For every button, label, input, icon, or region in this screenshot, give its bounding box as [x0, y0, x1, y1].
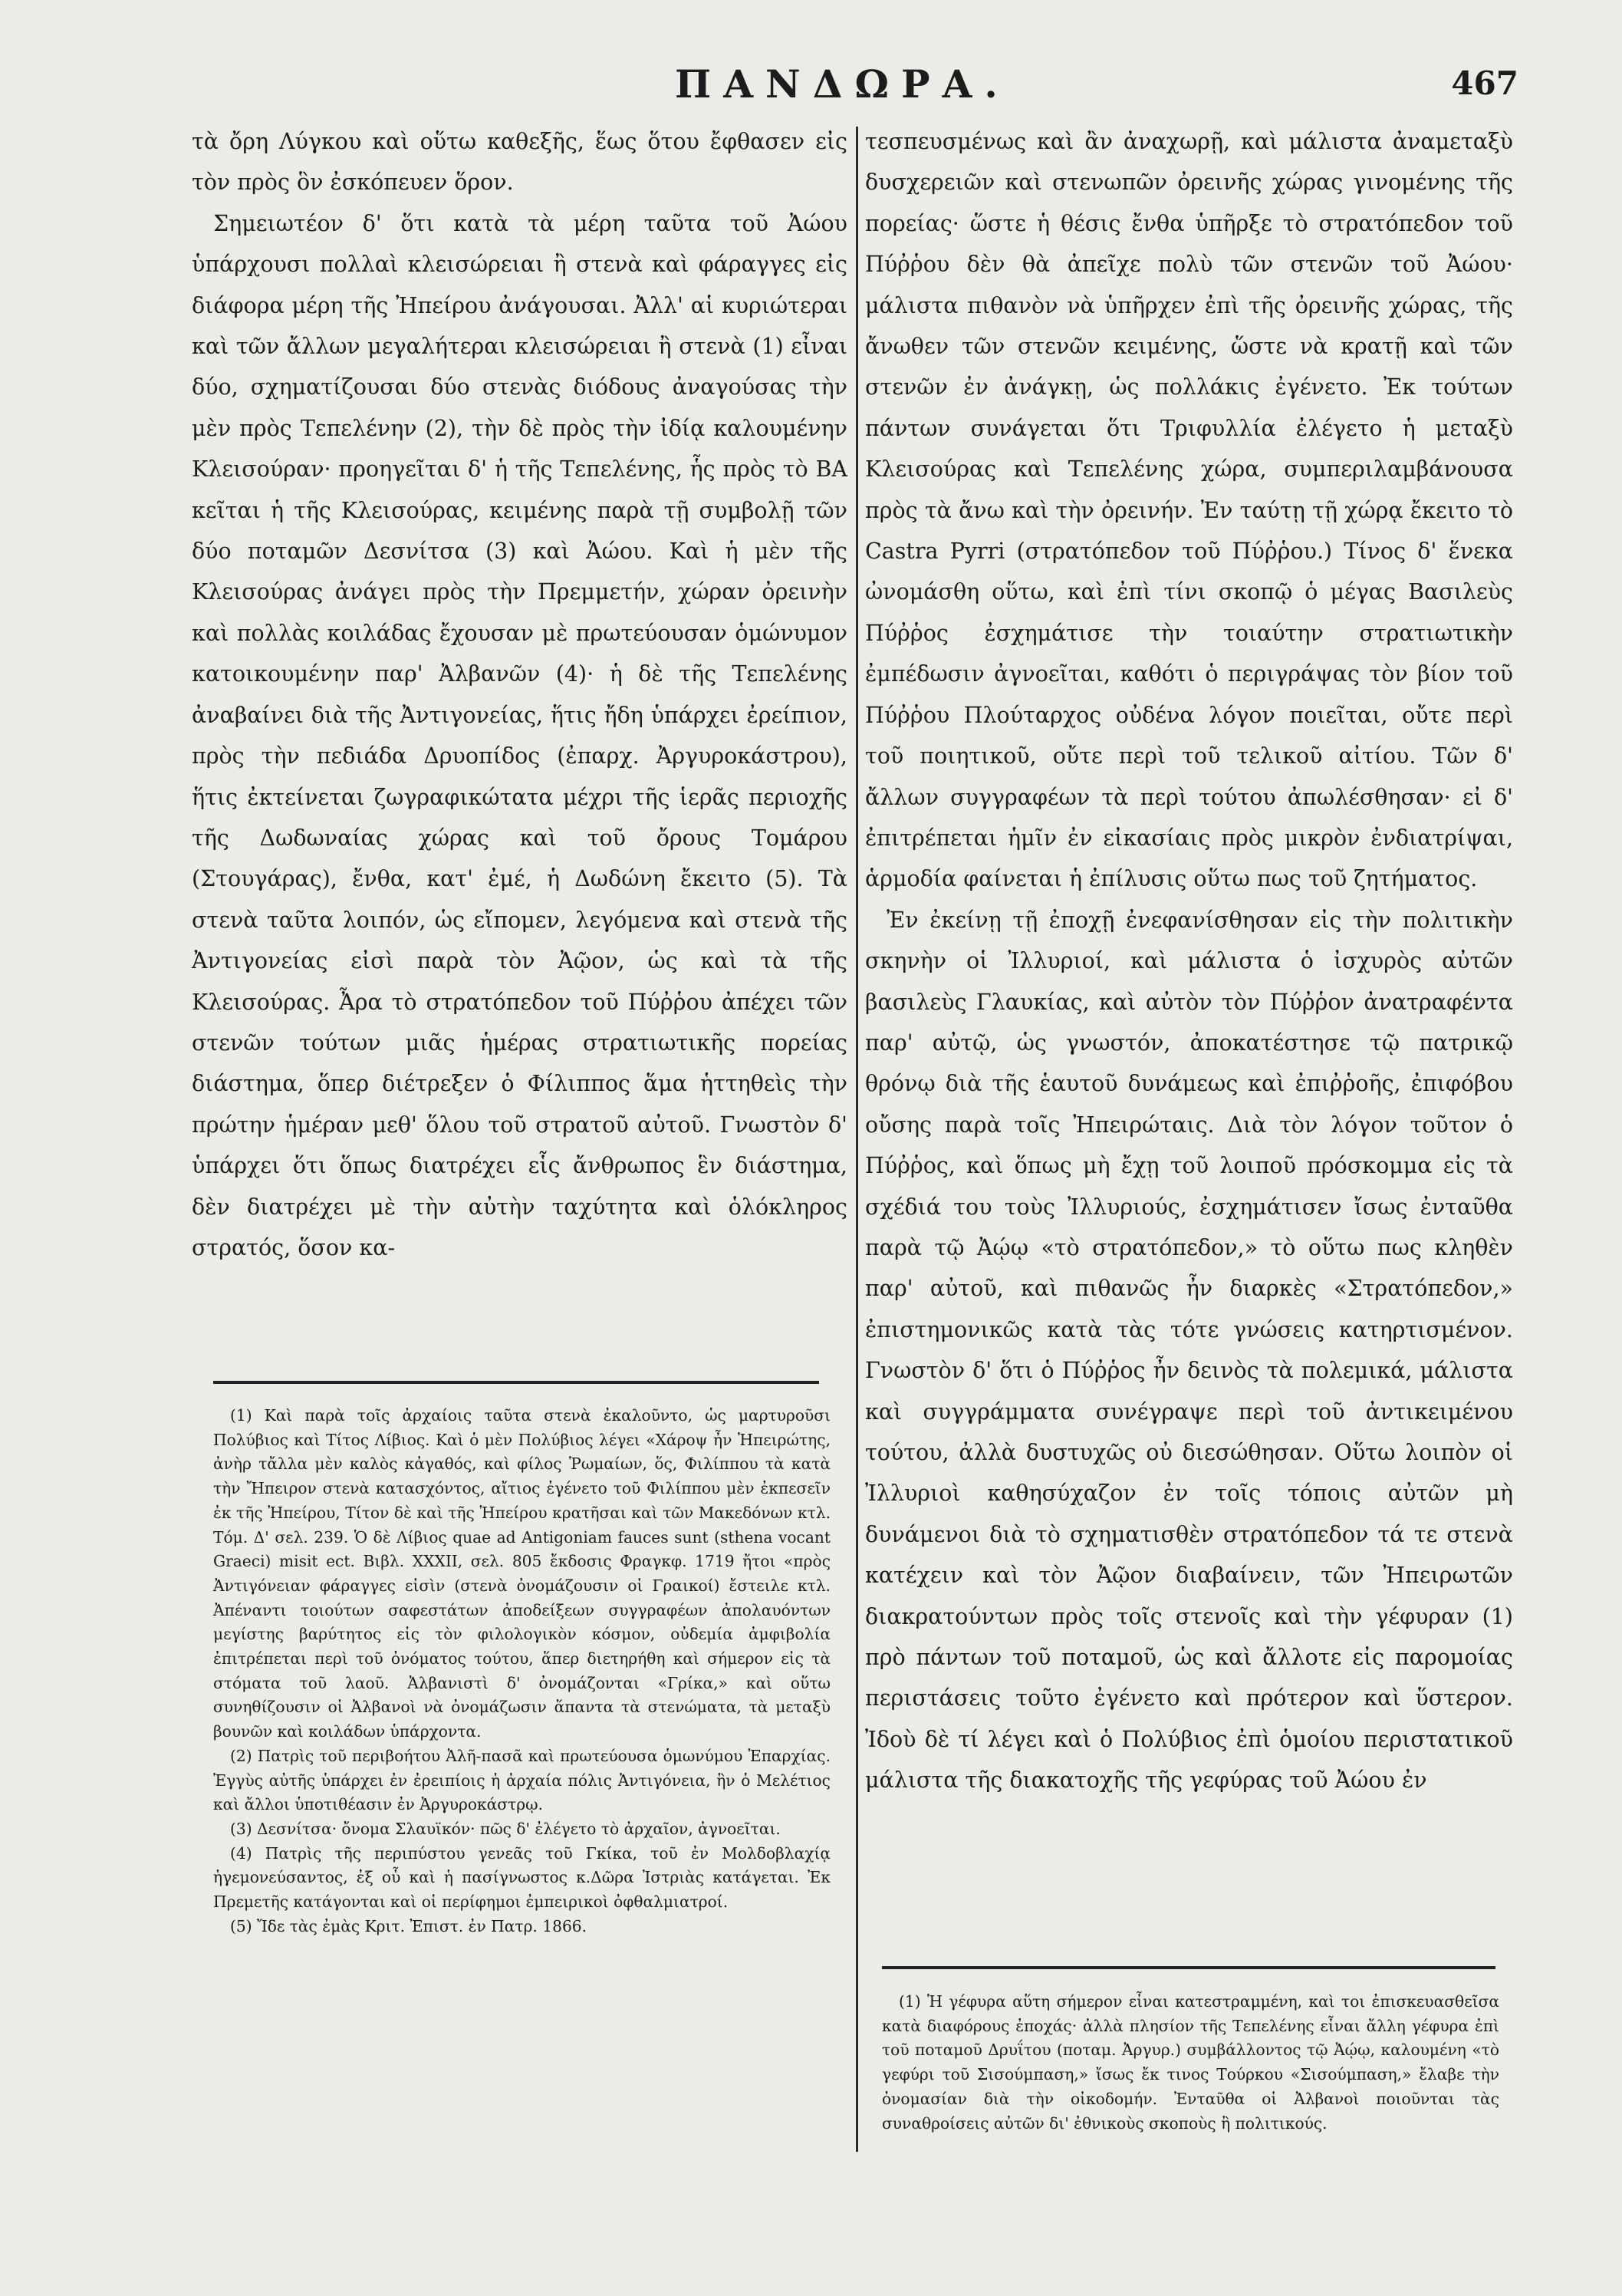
right-column	[865, 121, 1513, 1801]
footnote-right-1: (1) Ἡ γέφυρα αὕτη σήμερον εἶναι κατεστραμμένη, καὶ τοι ἐπισκευασθεῖσα κατὰ διαφόρους ἐποχάς· ἀλλὰ πλησίον τῆς Τεπελένης εἶναι ἄλλη γέφυρα ἐπὶ τοῦ ποταμοῦ Δρυΐτου (ποταμ. Ἀργυρ.) συμβάλλοντος τῷ Ἀῴῳ, καλουμένη «τὸ γεφύρι τοῦ Σισούμπαση,» ἴσως ἔκ τινος Τούρκου «Σισούμπαση,» ἔλαβε τὴν ὀνομασίαν διὰ τὴν οἰκοδομήν. Ἐνταῦθα οἱ Ἀλβανοὶ ποιοῦνται τὰς συναθροίσεις αὐτῶν δι' ἐθνικοὺς σκοποὺς ἢ πολιτικούς.	[882, 1992, 1499, 2133]
footnote-3: (3) Δεσνίτσα· ὄνομα Σλαυϊκόν· πῶς δ' ἐλέγετο τὸ ἀρχαῖον, ἀγνοεῖται.	[230, 1819, 781, 1838]
journal-title: ΠΑΝΔΩΡΑ.	[675, 61, 1010, 107]
footnotes-right	[882, 1990, 1499, 2136]
footnote-rule-left	[213, 1381, 819, 1384]
left-column	[192, 121, 847, 1268]
page-number: 467	[1451, 64, 1518, 102]
footnote-1: (1) Καὶ παρὰ τοῖς ἀρχαίοις ταῦτα στενὰ ἐκαλοῦντο, ὡς μαρτυροῦσι Πολύβιος καὶ Τίτος Λίβιος. Καὶ ὁ μὲν Πολύβιος λέγει «Χάροψ ἦν Ἠπειρώτης, ἀνὴρ τἄλλα μὲν καλὸς κἀγαθός, καὶ φίλος Ῥωμαίων, ὅς, Φιλίππου τὰ κατὰ τὴν Ἤπειρον στενὰ κατασχόντος, αἴτιος ἐγένετο τοῦ Φιλίππου μὲν ἐκπεσεῖν ἐκ τῆς Ἠπείρου, Τίτον δὲ καὶ τῆς Ἠπείρου κρατῆσαι καὶ τῶν Μακεδόνων κτλ. Τόμ. Δ' σελ. 239. Ὁ δὲ Λίβιος quae ad Antigoniam fauces sunt (sthena vocant Graeci) misit ect. Βιβλ. XXXII, σελ. 805 ἔκδοσις Φραγκφ. 1719 ἤτοι «πρὸς Ἀντιγόνειαν φάραγγες εἰσὶν (στενὰ ὀνομάζουσιν οἱ Γραικοί) ἔστειλε κτλ. Ἀπέναντι τοιούτων σαφεστάτων ἀποδείξεων συγγραφέων ἀπολαυόντων μεγίστης βαρύτητος εἰς τὸν φιλολογικὸν κόσμον, οὐδεμία ἀμφιβολία ἐπιτρέπεται περὶ τοῦ ὀνόματος τούτου, ἅπερ διετηρήθη καὶ σήμερον εἰς τὰ στόματα τοῦ λαοῦ. Ἀλβανιστὶ δ' ὀνομάζονται «Γρίκα,» καὶ οὕτω συνηθίζουσιν οἱ Ἀλβανοὶ νὰ ὀνομάζωσιν ἅπαντα τὰ στενώματα, τὰ μεταξὺ βουνῶν καὶ κοιλάδων ὑπάρχοντα.	[213, 1406, 831, 1741]
left-paragraph-2: Σημειωτέον δ' ὅτι κατὰ τὰ μέρη ταῦτα τοῦ Ἀώου ὑπάρχουσι πολλαὶ κλεισώρειαι ἢ στενὰ καὶ φάραγγες εἰς διάφορα μέρη τῆς Ἠπείρου ἀνάγουσαι. Ἀλλ' αἱ κυριώτεραι καὶ τῶν ἄλλων μεγαλήτεραι κλεισώρειαι ἢ στενὰ (1) εἶναι δύο, σχηματίζουσαι δύο στενὰς διόδους ἀναγούσας τὴν μὲν πρὸς Τεπελένην (2), τὴν δὲ πρὸς τὴν ἰδίᾳ καλουμένην Κλεισούραν· προηγεῖται δ' ἡ τῆς Τεπελένης, ἧς πρὸς τὸ ΒΑ κεῖται ἡ τῆς Κλεισούρας, κειμένης παρὰ τῇ συμβολῇ τῶν δύο ποταμῶν Δεσνίτσα (3) καὶ Ἀώου. Καὶ ἡ μὲν τῆς Κλεισούρας ἀνάγει πρὸς τὴν Πρεμμετήν, χώραν ὀρεινὴν καὶ πολλὰς κοιλάδας ἔχουσαν μὲ πρωτεύουσαν ὁμώνυμον κατοικουμένην παρ' Ἀλβανῶν (4)· ἡ δὲ τῆς Τεπελένης ἀναβαίνει διὰ τῆς Ἀντιγονείας, ἥτις ἤδη ὑπάρχει ἐρείπιον, πρὸς τὴν πεδιάδα Δρυοπίδος (ἐπαρχ. Ἀργυροκάστρου), ἥτις ἐκτείνεται ζωγραφικώτατα μέχρι τῆς ἱερᾶς περιοχῆς τῆς Δωδωναίας χώρας καὶ τοῦ ὄρους Τομάρου (Στουγάρας), ἔνθα, κατ' ἐμέ, ἡ Δωδώνη ἔκειτο (5). Τὰ στενὰ ταῦτα λοιπόν, ὡς εἴπομεν, λεγόμενα καὶ στενὰ τῆς Ἀντιγονείας εἰσὶ παρὰ τὸν Ἀῷον, ὡς καὶ τὰ τῆς Κλεισούρας. Ἆρα τὸ στρατόπεδον τοῦ Πύῤῥου ἀπέχει τῶν στενῶν τούτων μιᾶς ἡμέρας στρατιωτικῆς πορείας διάστημα, ὅπερ διέτρεξεν ὁ Φίλιππος ἅμα ἡττηθεὶς τὴν πρώτην ἡμέραν μεθ' ὅλου τοῦ στρατοῦ αὐτοῦ. Γνωστὸν δ' ὑπάρχει ὅτι ὅπως διατρέχει εἷς ἄνθρωπος ἓν διάστημα, δὲν διατρέχει μὲ τὴν αὐτὴν ταχύτητα καὶ ὁλόκληρος στρατός, ὅσον κα-	[192, 210, 847, 1260]
footnotes-left	[213, 1404, 831, 1939]
footnote-5: (5) Ἴδε τὰς ἐμὰς Κριτ. Ἐπιστ. ἐν Πατρ. 1866.	[230, 1916, 587, 1935]
left-paragraph-1: τὰ ὄρη Λύγκου καὶ οὕτω καθεξῆς, ἕως ὅτου ἔφθασεν εἰς τὸν πρὸς ὃν ἐσκόπευεν ὅρον.	[192, 129, 847, 196]
footnote-2: (2) Πατρὶς τοῦ περιβοήτου Ἀλῆ-πασᾶ καὶ πρωτεύουσα ὁμωνύμου Ἐπαρχίας. Ἐγγὺς αὐτῆς ὑπάρχει ἐν ἐρειπίοις ἡ ἀρχαία πόλις Ἀντιγόνεια, ἣν ὁ Μελέτιος καὶ ἄλλοι ὑποτιθέασιν ἐν Ἀργυροκάστρῳ.	[213, 1746, 831, 1814]
footnote-rule-right	[882, 1966, 1495, 1969]
footnote-4: (4) Πατρὶς τῆς περιπύστου γενεᾶς τοῦ Γκίκα, τοῦ ἐν Μολδοβλαχίᾳ ἡγεμονεύσαντος, ἐξ οὗ καὶ ἡ πασίγνωστος κ.Δῶρα Ἰστριὰς κατάγεται. Ἐκ Πρεμετῆς κατάγονται καὶ οἱ περίφημοι ἐμπειρικοὶ ὀφθαλμιατροί.	[213, 1843, 831, 1912]
column-divider	[856, 127, 858, 2152]
right-paragraph-2: Ἐν ἐκείνῃ τῇ ἐποχῇ ἐνεφανίσθησαν εἰς τὴν πολιτικὴν σκηνὴν οἱ Ἰλλυριοί, καὶ μάλιστα ὁ ἰσχυρὸς αὐτῶν βασιλεὺς Γλαυκίας, καὶ αὐτὸν τὸν Πύῤῥον ἀνατραφέντα παρ' αὐτῷ, ὡς γνωστόν, ἀποκατέστησε τῷ πατρικῷ θρόνῳ διὰ τῆς ἑαυτοῦ δυνάμεως καὶ ἐπιῤῥοῆς, ἐπιφόβου οὔσης παρὰ τοῖς Ἠπειρώταις. Διὰ τὸν λόγον τοῦτον ὁ Πύῤῥος, καὶ ὅπως μὴ ἔχῃ τοῦ λοιποῦ πρόσκομμα εἰς τὰ σχέδιά του τοὺς Ἰλλυριούς, ἐσχημάτισεν ἴσως ἐνταῦθα παρὰ τῷ Ἀῴῳ «τὸ στρατόπεδον,» τὸ οὕτω πως κληθὲν παρ' αὐτοῦ, καὶ πιθανῶς ἦν διαρκὲς «Στρατόπεδον,» ἐπιστημονικῶς κατὰ τὰς τότε γνώσεις κατηρτισμένον. Γνωστὸν δ' ὅτι ὁ Πύῤῥος ἦν δεινὸς τὰ πολεμικά, μάλιστα καὶ συγγράμματα συνέγραψε περὶ τοῦ ἀντικειμένου τούτου, ἀλλὰ δυστυχῶς οὐ διεσώθησαν. Οὕτω λοιπὸν οἱ Ἰλλυριοὶ καθησύχαζον ἐν τοῖς τόποις αὐτῶν μὴ δυνάμενοι διὰ τὸ σχηματισθὲν στρατόπεδον τά τε στενὰ κατέχειν καὶ τὸν Ἀῷον διαβαίνειν, τῶν Ἠπειρωτῶν διακρατούντων πρὸς τοῖς στενοῖς καὶ τὴν γέφυραν (1) πρὸ πάντων τοῦ ποταμοῦ, ὡς καὶ ἄλλοτε εἰς παρομοίας περιστάσεις τοῦτο ἐγένετο καὶ πρότερον καὶ ὕστερον. Ἰδοὺ δὲ τί λέγει καὶ ὁ Πολύβιος ἐπὶ ὁμοίου περιστατικοῦ μάλιστα τῆς διακατοχῆς τῆς γεφύρας τοῦ Ἀώου ἐν	[865, 907, 1513, 1794]
right-paragraph-1: τεσπευσμένως καὶ ἂν ἀναχωρῇ, καὶ μάλιστα ἀναμεταξὺ δυσχερειῶν καὶ στενωπῶν ὀρεινῆς χώρας γινομένης τῆς πορείας· ὥστε ἡ θέσις ἔνθα ὑπῆρξε τὸ στρατόπεδον τοῦ Πύῤῥου δὲν θὰ ἀπεῖχε πολὺ τῶν στενῶν τοῦ Ἀώου· μάλιστα πιθανὸν νὰ ὑπῆρχεν ἐπὶ τῆς ὀρεινῆς χώρας, τῆς ἄνωθεν τῶν στενῶν κειμένης, ὥστε νὰ κρατῇ καὶ τῶν στενῶν ἐν ἀνάγκῃ, ὡς πολλάκις ἐγένετο. Ἐκ τούτων πάντων συνάγεται ὅτι Τριφυλλία ἐλέγετο ἡ μεταξὺ Κλεισούρας καὶ Τεπελένης χώρα, συμπεριλαμβάνουσα πρὸς τὰ ἄνω καὶ τὴν ὀρεινήν. Ἐν ταύτῃ τῇ χώρᾳ ἔκειτο τὸ Castra Pyrri (στρατόπεδον τοῦ Πύῤῥου.) Τίνος δ' ἕνεκα ὠνομάσθη οὕτω, καὶ ἐπὶ τίνι σκοπῷ ὁ μέγας Βασιλεὺς Πύῤῥος ἐσχημάτισε τὴν τοιαύτην στρατιωτικὴν ἐμπέδωσιν ἀγνοεῖται, καθότι ὁ περιγράψας τὸν βίον τοῦ Πύῤῥου Πλούταρχος οὐδένα λόγον ποιεῖται, οὔτε περὶ τοῦ ποιητικοῦ, οὔτε περὶ τοῦ τελικοῦ αἰτίου. Τῶν δ' ἄλλων συγγραφέων τὰ περὶ τούτου ἀπωλέσθησαν· εἰ δ' ἐπιτρέπεται ἡμῖν ἐν εἰκασίαις πρὸς μικρὸν ἐνδιατρίψαι, ἁρμοδία φαίνεται ἡ ἐπίλυσις οὕτω πως τοῦ ζητήματος.	[865, 129, 1513, 892]
